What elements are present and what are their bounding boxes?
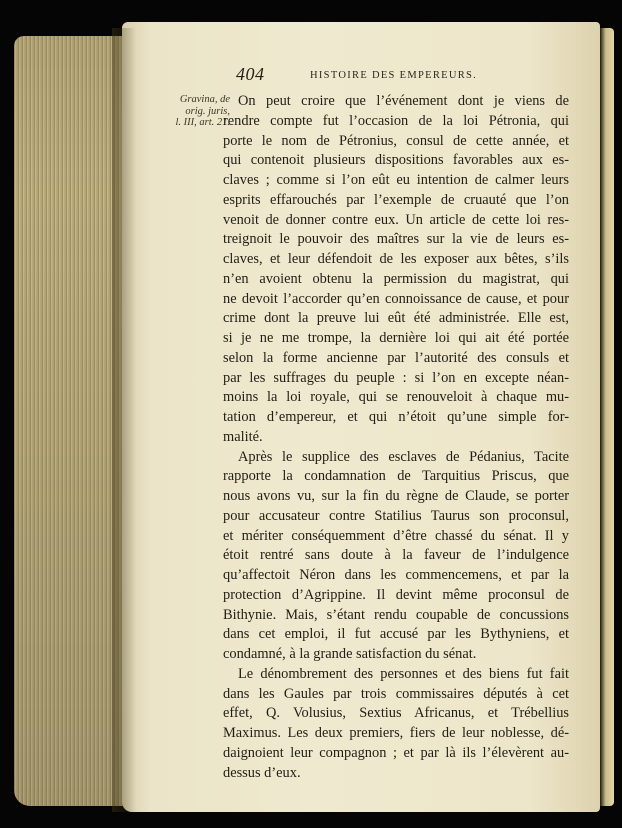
margin-note	[164, 94, 230, 129]
text-line: qu’affectoit Néron dans les commencemens, et par la	[223, 567, 569, 583]
text-line: esprits effarouchés par l’exemple de cruauté que l’on	[223, 191, 569, 208]
text-line: Maximus. Les deux premiers, fiers de leur noblesse, dé-	[223, 725, 569, 741]
text-line: n’en avoient obtenu la permission du magistrat, qui	[223, 270, 569, 287]
text-line: selon la forme ancienne par l’autorité des consuls et	[223, 349, 569, 366]
running-title: HISTOIRE DES EMPEREURS.	[310, 70, 478, 81]
text-line: dans cet emploi, il fut accusé par les Bythyniens, et	[223, 626, 569, 643]
text-line: porte le nom de Pétronius, consul de cette année, et	[223, 132, 569, 149]
paragraph-1	[223, 92, 569, 448]
text-line: si je ne me trompe, la dernière loi qui ait été portée	[223, 330, 569, 346]
text-line: rendre compte fut l’occasion de la loi Pétronia, qui	[223, 112, 569, 129]
page-gutter-shadow	[112, 28, 136, 812]
text-line: dans les Gaules par trois commissaires députés à cet	[223, 685, 569, 702]
text-line: treignoit le pouvoir des maîtres sur la vie de leurs es-	[223, 231, 569, 248]
text-line: malité.	[223, 428, 263, 445]
text-line: Le dénombrement des personnes et des biens fut fait	[238, 665, 569, 682]
text-line: pour accusateur contre Statilius Taurus son proconsul,	[223, 507, 569, 524]
text-line: rapporte la condamnation de Tarquitius Priscus, que	[223, 468, 569, 485]
text-line: nous avons vu, sur la fin du règne de Claude, se porter	[223, 488, 569, 504]
text-line: claves, et leur défendoit de les exposer aux bêtes, s’ils	[223, 251, 569, 267]
text-line: dessus d’eux.	[223, 764, 301, 781]
text-line: On peut croire que l’événement dont je viens de	[238, 93, 569, 109]
text-line: claves ; comme si l’on eût eu intention de calmer leurs	[223, 172, 569, 188]
text-line: par les suffrages du peuple : si l’on en excepte néan-	[223, 369, 569, 386]
facing-page-edge	[600, 28, 614, 806]
text-line: crime dont la preuve lui eût été administrée. Elle est,	[223, 310, 569, 327]
page-header	[236, 64, 542, 90]
paragraph-2	[223, 448, 569, 665]
margin-note-line: Gravina, de	[179, 94, 230, 105]
text-line: étoit rentré sans doute à la faveur de l’indulgence	[223, 547, 569, 564]
text-line: ne devoit l’accorder qu’en connoissance de cause, et pour	[223, 290, 569, 307]
text-line: protection d’Agrippine. Il devint même proconsul de	[223, 586, 569, 603]
margin-note-line: orig. juris,	[185, 105, 230, 117]
paragraph-3	[223, 665, 569, 784]
text-line: qui contenoit plusieurs dispositions favorables aux es-	[223, 152, 569, 169]
text-line: Après le supplice des esclaves de Pédanius, Tacite	[238, 448, 569, 465]
text-line: Bithynie. Mais, s’étant rendu coupable de concussions	[223, 606, 569, 623]
text-line: venoit de donner contre eux. Un article de cette loi res-	[223, 211, 569, 228]
text-line: moins la loi royale, qui se renouveloit à chaque mu-	[223, 389, 569, 406]
text-line: daignoient leur compagnon ; et par là ils l’élevèrent au-	[223, 744, 569, 761]
text-line: effet, Q. Volusius, Sextius Africanus, et Trébellius	[223, 705, 569, 722]
text-line: condamné, à la grande satisfaction du sénat.	[223, 646, 477, 662]
margin-note-line: l. III, art. 21.	[175, 117, 230, 128]
body-text	[223, 92, 569, 783]
page-number: 404	[236, 64, 265, 84]
text-line: et mériter conséquemment d’être chassé du sénat. Il y	[223, 527, 569, 544]
text-line: tation d’empereur, et qui n’étoit qu’une simple for-	[223, 409, 569, 425]
